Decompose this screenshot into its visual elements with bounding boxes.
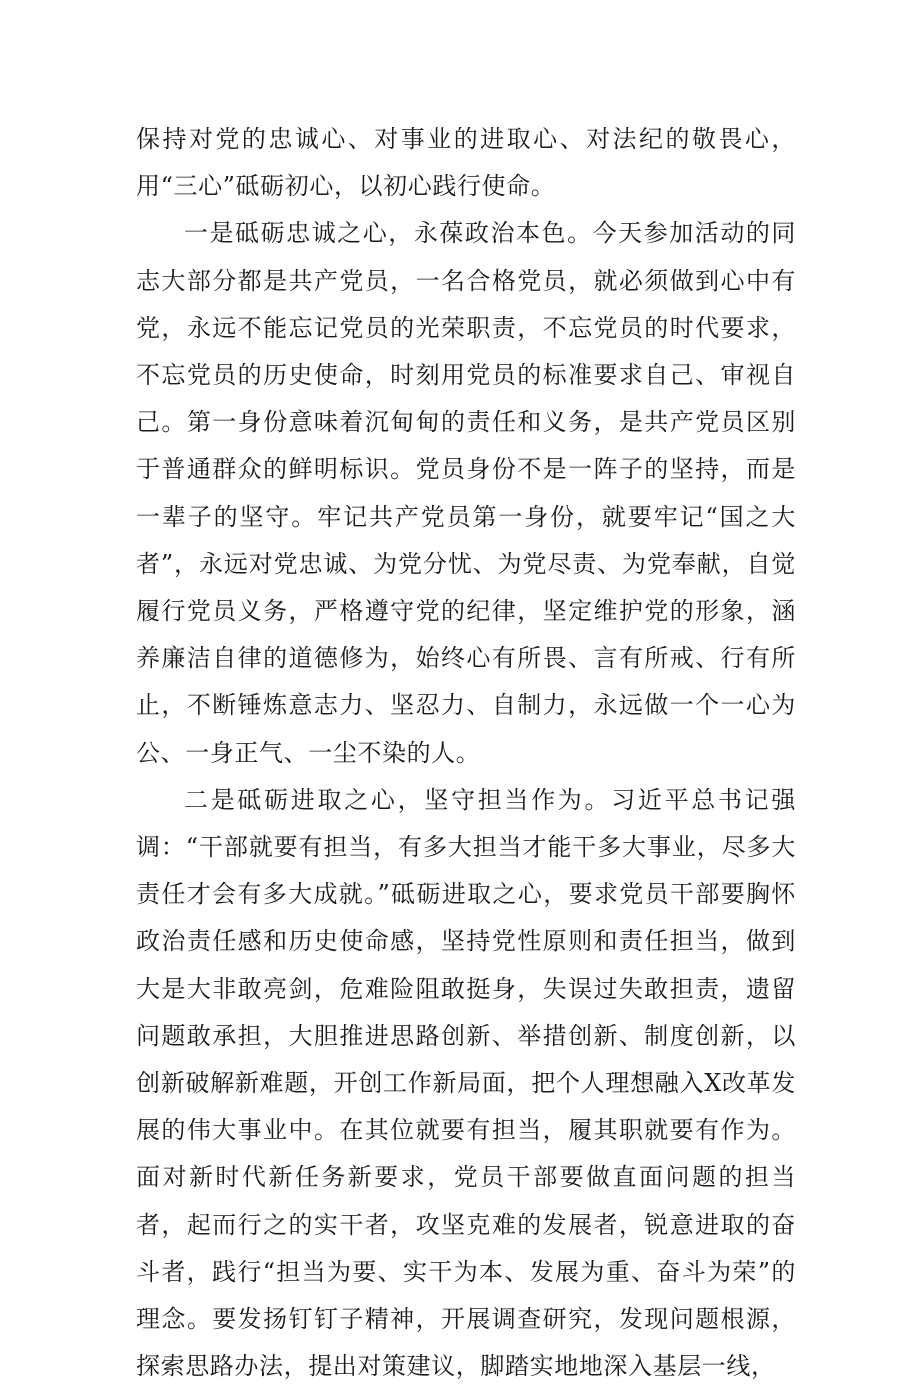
paragraph-enterprise: 二是砥砺进取之心，坚守担当作为。习近平总书记强调：“干部就要有担当，有多大担当才能干多大事业，尽多大责任才会有多大成就。”砥砺进取之心，要求党员干部要胸怀政治责任感和历史使命感，坚持党性原则和责任担当，做到大是大非敢亮剑，危难险阻敢挺身，失误过失敢担责，遗留问题敢承担，大胆推进思路创新、举措创新、制度创新，以创新破解新难题，开创工作新局面，把个人理想融入X改革发展的伟大事业中。在其位就要有担当，履其职就要有作为。面对新时代新任务新要求，党员干部要做直面问题的担当者，起而行之的实干者，攻坚克难的发展者，锐意进取的奋斗者，践行“担当为要、实干为本、发展为重、奋斗为荣”的理念。要发扬钉钉子精神，开展调查研究，发现问题根源，探索思路办法，提出对策建议，脚踏实地地深入基层一线，: [136, 785, 796, 1381]
paragraph-loyalty: 一是砥砺忠诚之心，永葆政治本色。今天参加活动的同志大部分都是共产党员，一名合格党员，就必须做到心中有党，永远不能忘记党员的光荣职责，不忘党员的时代要求，不忘党员的历史使命，时刻用党员的标准要求自己、审视自己。第一身份意味着沉甸甸的责任和义务，是共产党员区别于普通群众的鲜明标识。党员身份不是一阵子的坚持，而是一辈子的坚守。牢记共产党员第一身份，就要牢记“国之大者”，永远对党忠诚、为党分忧、为党尽责、为党奉献，自觉履行党员义务，严格遵守党的纪律，坚定维护党的形象，涵养廉洁自律的道德修为，始终心有所畏、言有所戒、行有所止，不断锤炼意志力、坚忍力、自制力，永远做一个一心为公、一身正气、一尘不染的人。: [136, 219, 796, 767]
paragraph-intro: 保持对党的忠诚心、对事业的进取心、对法纪的敬畏心，用“三心”砥砺初心，以初心践行使命。: [136, 125, 796, 201]
document-body: [136, 116, 796, 1390]
